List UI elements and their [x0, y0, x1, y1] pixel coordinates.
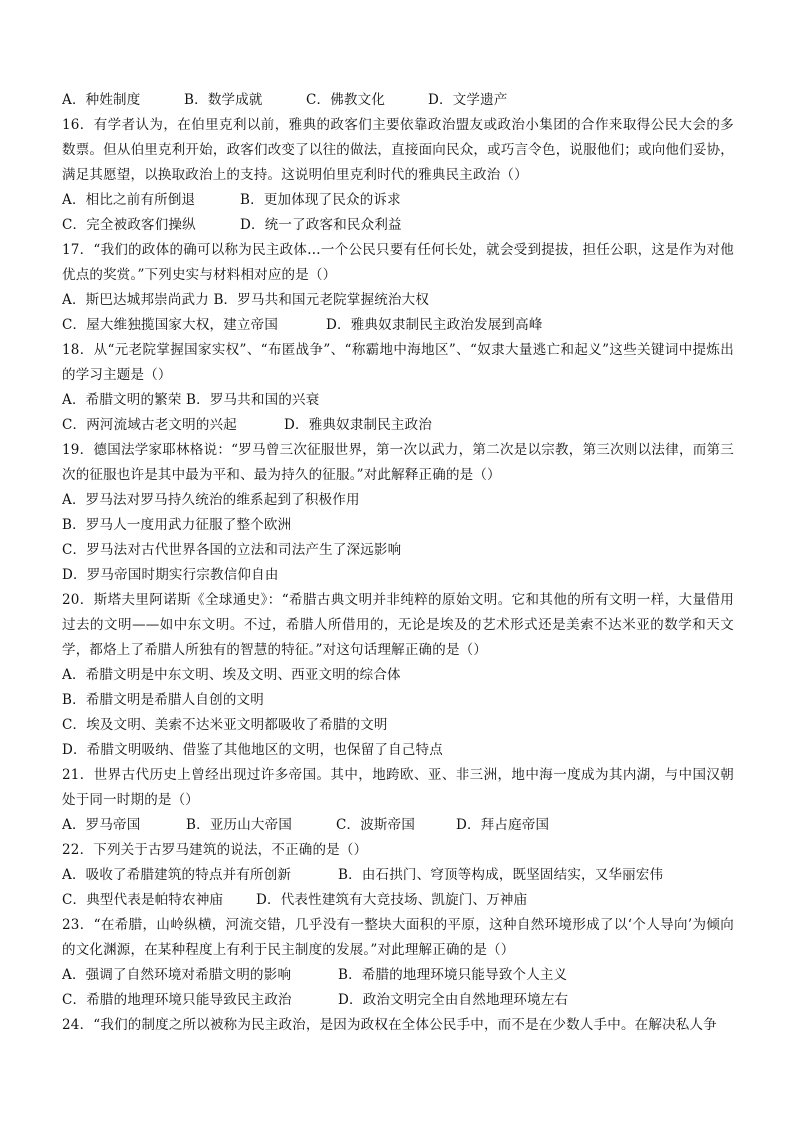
q21-option-c[interactable]: C．波斯帝国: [336, 817, 416, 833]
q20-option-c[interactable]: C．埃及文明、美索不达米亚文明都吸收了希腊的文明: [62, 717, 388, 733]
q18-option-d[interactable]: D．雅典奴隶制民主政治: [284, 417, 433, 433]
q20-stem: 20．斯塔夫里阿诺斯《全球通史》：“希腊古典文明并非纯粹的原始文明。它和其他的所有文明一样，大量借用过去的文明——如中东文明。不过，希腊人所借用的，无论是埃及的艺术形式还是美索不达米亚的数学和天文学，都烙上了希腊人所独有的智慧的特征。”对这句话理解正确的是（）: [62, 592, 734, 658]
q18-options-row2: [62, 413, 734, 438]
q23-option-a[interactable]: A．强调了自然环境对希腊文明的影响: [62, 967, 292, 983]
q22-options-row2: [62, 888, 734, 913]
exam-page: [62, 88, 734, 1038]
q23-stem: 23．“在希腊，山岭纵横，河流交错，几乎没有一整块大面积的平原，这种自然环境形成了以‘个人导向’为倾向的文化渊源，在某种程度上有利于民主制度的发展。”对此理解正确的是（）: [62, 917, 734, 958]
q17-stem: 17．“我们的政体的确可以称为民主政体…一个公民只要有任何长处，就会受到提拔，担任公职，这是作为对他优点的奖赏。”下列史实与材料相对应的是（）: [62, 242, 734, 283]
q19-option-c[interactable]: C．罗马法对古代世界各国的立法和司法产生了深远影响: [62, 542, 402, 558]
q16-option-a[interactable]: A．相比之前有所倒退: [62, 192, 196, 208]
q15-option-c[interactable]: C．佛教文化: [306, 92, 386, 108]
q17-option-ab[interactable]: A．斯巴达城邦崇尚武力 B．罗马共和国元老院掌握统治大权: [62, 292, 430, 308]
q20-option-a[interactable]: A．希腊文明是中东文明、埃及文明、西亚文明的综合体: [62, 667, 401, 683]
q16-option-d[interactable]: D．统一了政客和民众利益: [240, 217, 402, 233]
q22-option-c[interactable]: C．典型代表是帕特农神庙: [62, 892, 224, 908]
q18-option-ab[interactable]: A．希腊文明的繁荣 B．罗马共和国的兴衰: [62, 392, 320, 408]
q21-options: [62, 813, 734, 838]
q17-option-c[interactable]: C．屋大维独揽国家大权，建立帝国: [62, 317, 279, 333]
q22-stem: 22．下列关于古罗马建筑的说法，不正确的是（）: [62, 842, 368, 858]
q20-option-b[interactable]: B．希腊文明是希腊人自创的文明: [62, 692, 264, 708]
q18-option-c[interactable]: C．两河流域古老文明的兴起: [62, 417, 237, 433]
q22-options-row1: [62, 863, 734, 888]
q17-option-d[interactable]: D．雅典奴隶制民主政治发展到高峰: [326, 317, 543, 333]
q16-option-c[interactable]: C．完全被政客们操纵: [62, 217, 196, 233]
q15-option-d[interactable]: D．文学遗产: [428, 92, 508, 108]
q16-options-row2: [62, 213, 734, 238]
q21-option-d[interactable]: D．拜占庭帝国: [456, 817, 550, 833]
q22-option-d[interactable]: D．代表性建筑有大竞技场、凯旋门、万神庙: [256, 892, 528, 908]
q16-options-row1: [62, 188, 734, 213]
q16-stem: 16．有学者认为，在伯里克利以前，雅典的政客们主要依靠政治盟友或政治小集团的合作来取得公民大会的多数票。但从伯里克利开始，政客们改变了以往的做法，直接面向民众，或巧言令色，说服他们；或向他们妥协，满足其愿望，以换取政治上的支持。这说明伯里克利时代的雅典民主政治（）: [62, 117, 734, 183]
q18-stem: 18．从“元老院掌握国家实权”、“布匿战争”、“称霸地中海地区”、“奴隶大量逃亡和起义”这些关键词中提炼出的学习主题是（）: [62, 342, 734, 383]
q15-option-b[interactable]: B．数学成就: [184, 92, 263, 108]
q21-option-a[interactable]: A．罗马帝国: [62, 817, 141, 833]
q17-options-row1: [62, 288, 734, 313]
q23-option-d[interactable]: D．政治文明完全由自然地理环境左右: [338, 992, 569, 1008]
q17-options-row2: [62, 313, 734, 338]
q24-stem: 24．“我们的制度之所以被称为民主政治，是因为政权在全体公民手中，而不是在少数人手中。在解决私人争: [62, 1017, 717, 1033]
q21-stem: 21．世界古代历史上曾经出现过许多帝国。其中，地跨欧、亚、非三洲，地中海一度成为其内湖，与中国汉朝处于同一时期的是（）: [62, 767, 734, 808]
q22-option-b[interactable]: B．由石拱门、穹顶等构成，既坚固结实，又华丽宏伟: [338, 867, 664, 883]
q23-option-b[interactable]: B．希腊的地理环境只能导致个人主义: [338, 967, 568, 983]
q23-options-row1: [62, 963, 734, 988]
q21-option-b[interactable]: B．亚历山大帝国: [186, 817, 293, 833]
q15-option-a[interactable]: A．种姓制度: [62, 92, 141, 108]
q22-option-a[interactable]: A．吸收了希腊建筑的特点并有所创新: [62, 867, 292, 883]
q19-stem: 19．德国法学家耶林格说：“罗马曾三次征服世界，第一次以武力，第二次是以宗教，第三次则以法律，而第三次的征服也许是其中最为平和、最为持久的征服。”对此解释正确的是（）: [62, 442, 734, 483]
q19-option-d[interactable]: D．罗马帝国时期实行宗教信仰自由: [62, 567, 279, 583]
q19-option-a[interactable]: A．罗马法对罗马持久统治的维系起到了积极作用: [62, 492, 360, 508]
q20-option-d[interactable]: D．希腊文明吸纳、借鉴了其他地区的文明，也保留了自己特点: [62, 742, 443, 758]
q23-options-row2: [62, 988, 734, 1013]
q18-options-row1: [62, 388, 734, 413]
q16-option-b[interactable]: B．更加体现了民众的诉求: [240, 192, 401, 208]
q23-option-c[interactable]: C．希腊的地理环境只能导致民主政治: [62, 992, 292, 1008]
q19-option-b[interactable]: B．罗马人一度用武力征服了整个欧洲: [62, 517, 292, 533]
q15-options: [62, 88, 734, 113]
